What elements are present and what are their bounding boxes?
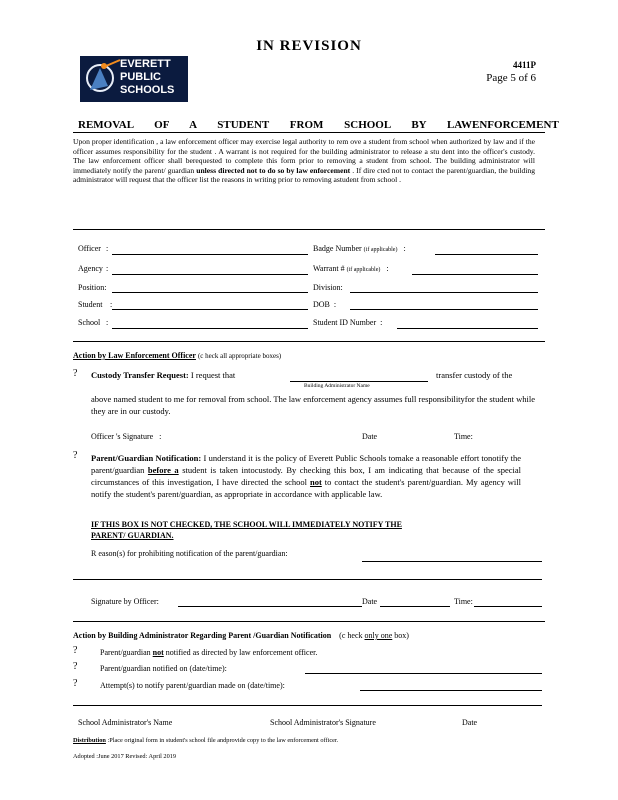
opt1-label: Parent/guardian not notified as directed by law enforcement officer. bbox=[100, 648, 318, 657]
signature-time-label: Time: bbox=[454, 597, 473, 606]
warrant-field[interactable] bbox=[412, 274, 538, 275]
badge-note: (if applicable) bbox=[363, 247, 398, 253]
school-field[interactable] bbox=[112, 328, 308, 329]
logo-line-2: PUBLIC bbox=[120, 71, 161, 83]
divider-action-admin bbox=[73, 621, 545, 622]
student-id-field[interactable] bbox=[397, 328, 538, 329]
page-title: IN REVISION bbox=[256, 38, 362, 54]
badge-label: Badge Number (if applicable) : bbox=[313, 244, 406, 253]
dob-label: DOB : bbox=[313, 300, 337, 309]
student-id-label: Student ID Number : bbox=[313, 318, 383, 327]
logo-line-3: SCHOOLS bbox=[120, 84, 175, 96]
opt2-field[interactable] bbox=[305, 673, 542, 674]
section-divider bbox=[73, 132, 545, 133]
custody-text-3: above named student to me for removal from school. The law enforcement agency assumes full responsibilityfor the student while they are in our custody. bbox=[91, 394, 535, 416]
policy-text-2: . If dire cted not to contact the parent/guardian, the building administrator will request that the officer list the reasons in writing prior to removing astudent from school . bbox=[73, 165, 535, 185]
reasons-field-1[interactable] bbox=[362, 561, 542, 562]
policy-paragraph bbox=[73, 137, 535, 185]
logo-line-1: EVERETT bbox=[120, 58, 171, 70]
divider-top-fields bbox=[73, 229, 545, 230]
form-number: 4411P bbox=[512, 60, 536, 70]
divider-action-le bbox=[73, 341, 545, 342]
officer-label: Officer bbox=[78, 244, 101, 253]
division-field[interactable] bbox=[350, 292, 538, 293]
action-le-heading: Action by Law Enforcement Officer (c heck all appropriate boxes) bbox=[73, 351, 282, 360]
warning-line-2: PARENT/ GUARDIAN. bbox=[91, 531, 174, 540]
policy-text-bold: unless directed not to do so by law enforcement bbox=[196, 165, 351, 175]
warning-line-1: IF THIS BOX IS NOT CHECKED, THE SCHOOL WILL IMMEDIATELY NOTIFY THE bbox=[91, 520, 402, 529]
opt2-checkbox[interactable]: ? bbox=[73, 661, 78, 672]
reasons-label: R eason(s) for prohibiting notification of the parent/guardian: bbox=[91, 549, 288, 558]
district-logo bbox=[80, 56, 188, 102]
student-field[interactable] bbox=[112, 309, 308, 310]
policy-text-1: Upon proper identification , a law enforcement officer may exercise legal authority to rem ove a student from school when authorized by law and if the officer assumes responsibility for the student . A warrant is not required for the building administrator to release a stu dent into the officer's custody. The law enforcement officer shall berequested to complete this form prior to removing a student from school. The building administrator will immediately notify the parent/ guardian bbox=[73, 137, 535, 175]
custody-checkbox[interactable]: ? bbox=[73, 368, 78, 379]
admin-name-label: School Administrator's Name bbox=[78, 718, 173, 727]
reasons-field-2[interactable] bbox=[73, 579, 542, 580]
officer-sig-date-label: Date bbox=[362, 432, 378, 441]
opt3-label: Attempt(s) to notify parent/guardian made on (date/time): bbox=[100, 681, 285, 690]
division-label: Division: bbox=[313, 283, 343, 292]
opt3-checkbox[interactable]: ? bbox=[73, 678, 78, 689]
notification-paragraph: Parent/Guardian Notification: I understand it is the policy of Everett Public Schools tomake a reasonable effort tonotify the parent/guardian before a student is taken intocustody. By checking this box, I am indicating that because of the special circumstances of this investigation, I have directed the school not to contact the student's parent/guardian. My agency will notify the student's parent/guardian, as appropriate in accordance with applicable law. bbox=[91, 453, 522, 499]
section-title: REMOVAL OF A STUDENT FROM SCHOOL BY LAWENFORCEMENT bbox=[78, 119, 559, 131]
warrant-label: Warrant # (if applicable) : bbox=[313, 264, 389, 273]
officer-field[interactable] bbox=[112, 254, 308, 255]
agency-label: Agency bbox=[78, 264, 103, 273]
position-label: Position: bbox=[78, 283, 107, 292]
custody-text-2: transfer custody of the bbox=[436, 370, 513, 380]
officer-sig-time-label: Time: bbox=[454, 432, 473, 441]
page-number: Page 5 of 6 bbox=[486, 72, 536, 84]
signature-date-field[interactable] bbox=[380, 606, 450, 607]
custody-request: Custody Transfer Request: I request that bbox=[91, 370, 236, 380]
admin-date-label: Date bbox=[462, 718, 478, 727]
action-admin-heading: Action by Building Administrator Regarding Parent /Guardian Notification (c heck only one box) bbox=[73, 631, 409, 640]
building-admin-name-field[interactable] bbox=[290, 381, 428, 382]
opt3-field[interactable] bbox=[360, 690, 542, 691]
signature-date-label: Date bbox=[362, 597, 378, 606]
badge-field[interactable] bbox=[435, 254, 538, 255]
school-label: School bbox=[78, 318, 101, 327]
admin-signature-line[interactable] bbox=[73, 705, 542, 706]
officer-signature-label: Officer 's Signature : bbox=[91, 432, 162, 441]
admin-signature-label: School Administrator's Signature bbox=[270, 718, 376, 727]
warrant-note: (if applicable) bbox=[346, 267, 381, 273]
signature-time-field[interactable] bbox=[474, 606, 542, 607]
student-label: Student bbox=[78, 300, 103, 309]
position-field[interactable] bbox=[112, 292, 308, 293]
distribution-note: Distribution :Place original form in student's school file andprovide copy to the law enforcement officer. bbox=[73, 737, 339, 744]
notification-checkbox[interactable]: ? bbox=[73, 450, 78, 461]
logo-mark-icon bbox=[82, 56, 122, 102]
adopted-revised-note: Adopted :June 2017 Revised: April 2019 bbox=[73, 753, 177, 760]
opt2-label: Parent/guardian notified on (date/time): bbox=[100, 664, 227, 673]
signature-by-officer-label: Signature by Officer: bbox=[91, 597, 159, 606]
officer-signature-field[interactable] bbox=[178, 606, 362, 607]
opt1-checkbox[interactable]: ? bbox=[73, 645, 78, 656]
agency-field[interactable] bbox=[112, 274, 308, 275]
custody-sub-label: Building Administrator Name bbox=[304, 383, 370, 389]
dob-field[interactable] bbox=[350, 309, 538, 310]
